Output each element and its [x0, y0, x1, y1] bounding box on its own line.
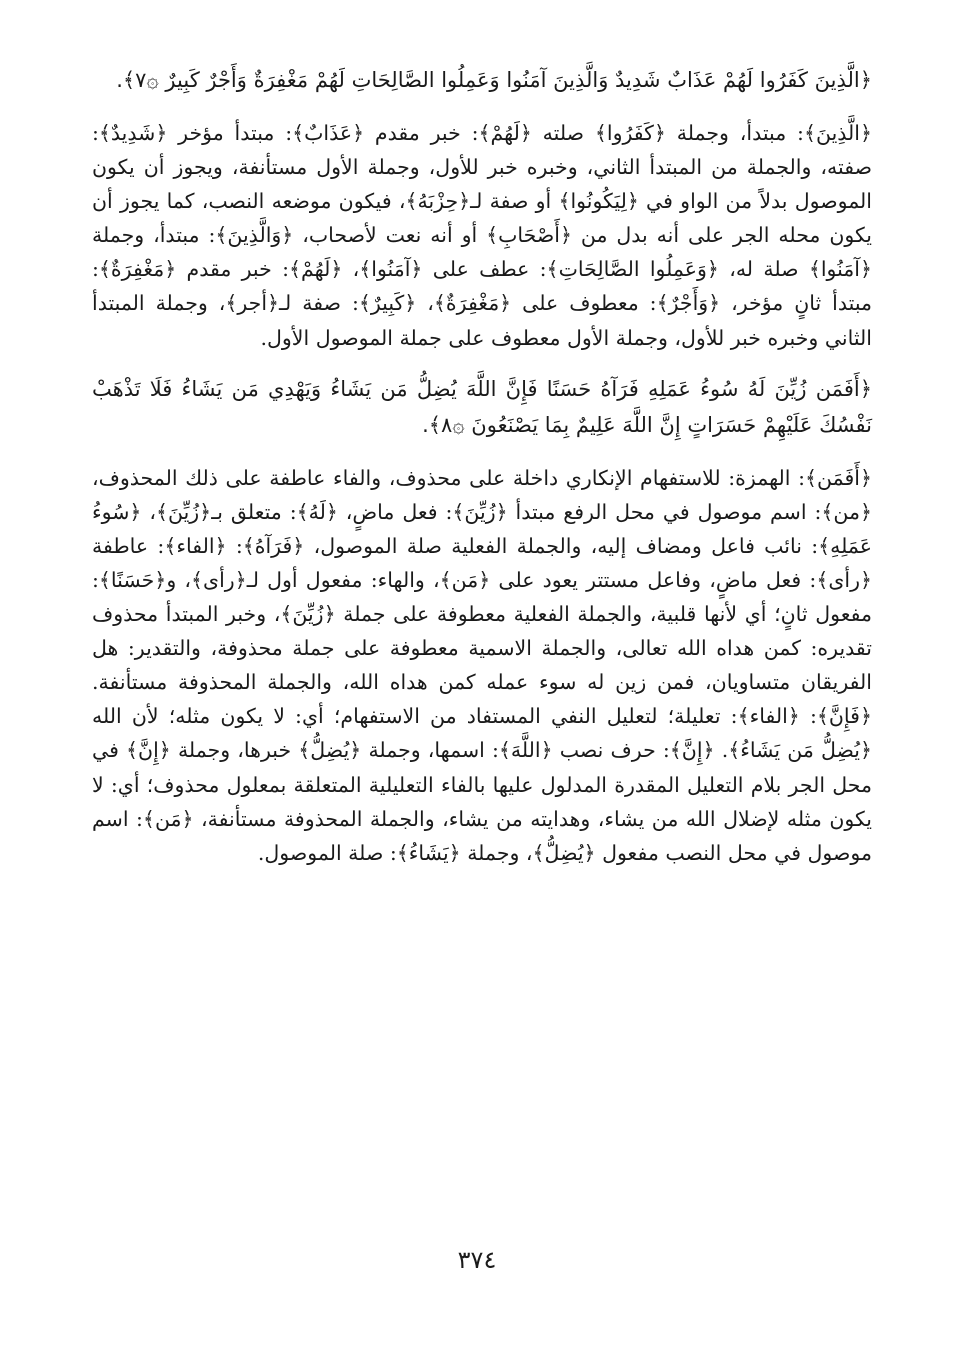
- quran-verse-7: ﴿الَّذِينَ كَفَرُوا لَهُمْ عَذَابٌ شَدِيدٌ وَالَّذِينَ آمَنُوا وَعَمِلُوا الصَّالِحَاتِ لَهُمْ مَغْفِرَةٌ وَأَجْرٌ كَبِيرٌ ۞٧﴾.: [116, 68, 872, 92]
- commentary-paragraph-1: ﴿الَّذِينَ﴾: مبتدأ، وجملة ﴿كَفَرُوا﴾ صلته ﴿لَهُمْ﴾: خبر مقدم ﴿عَذَابٌ﴾: مبتدأ مؤخر ﴿شَدِيدٌ﴾: صفته، والجملة من المبتدأ الثاني، وخبره خبر للأول، وجملة الأول مستأنفة، ويجوز أن يكون الموصول بدلاً من الواو في ﴿لِيَكُونُوا﴾ أو صفة لـ﴿حِزْبَهُ﴾، فيكون موضعه النصب، كما يجوز أن يكون محله الجر على أنه بدل من ﴿أَصْحَابِ﴾ أو أنه نعت لأصحاب، ﴿وَالَّذِينَ﴾: مبتدأ، وجملة ﴿آمَنُوا﴾ صلة له، ﴿وَعَمِلُوا الصَّالِحَاتِ﴾: عطف على ﴿آمَنُوا﴾، ﴿لَهُمْ﴾: خبر مقدم ﴿مَغْفِرَةٌ﴾: مبتدأ ثانٍ مؤخر، ﴿وَأَجْرٌ﴾: معطوف على ﴿مَغْفِرَةٌ﴾، ﴿كَبِيرٌ﴾: صفة لـ﴿أجر﴾، وجملة المبتدأ الثاني وخبره خبر للأول، وجملة الأول معطوف على جملة الموصول الأول.: [92, 121, 872, 350]
- commentary-paragraph-2: ﴿أَفَمَن﴾: الهمزة: للاستفهام الإنكاري داخلة على محذوف، والفاء عاطفة على ذلك المحذوف، ﴿من﴾: اسم موصول في محل الرفع مبتدأ ﴿زُيِّنَ﴾: فعل ماضٍ، ﴿لَهُ﴾: متعلق بـ﴿زُيِّنَ﴾، ﴿سُوءُ عَمَلِهِ﴾: نائب فاعل ومضاف إليه، والجملة الفعلية صلة الموصول، ﴿فَرَآهُ﴾: ﴿الفاء﴾: عاطفة ﴿رأى﴾: فعل ماضٍ، وفاعل مستتر يعود على ﴿مَن﴾، والهاء: مفعول أول لـ﴿رأى﴾، و﴿حَسَنًا﴾: مفعول ثانٍ؛ أي لأنها قلبية، والجملة الفعلية معطوفة على جملة ﴿زُيِّنَ﴾، وخبر المبتدأ محذوف تقديره: كمن هداه الله تعالى، والجملة الاسمية معطوفة على جملة محذوفة، والتقدير: هل الفريقان متساويان، فمن زين له سوء عمله كمن هداه الله، والجملة المحذوفة مستأنفة. ﴿فَإِنَّ﴾: ﴿الفاء﴾: تعليلة؛ لتعليل النفي المستفاد من الاستفهام؛ أي: لا يكون مثله؛ لأن الله ﴿يُضِلُّ مَن يَشَاءُ﴾. ﴿إِنَّ﴾: حرف نصب ﴿اللَّهَ﴾: اسمها، وجملة ﴿يُضِلُّ﴾ خبرها، وجملة ﴿إِنَّ﴾ في محل الجر بلام التعليل المقدرة المدلول عليها بالفاء التعليلية المتعلقة بمعلول محذوف؛ أي: لا يكون مثله لإضلال الله من يشاء، وهدايته من يشاء، والجملة المحذوفة مستأنفة، ﴿مَن﴾: اسم موصول في محل النصب مفعول ﴿يُضِلُّ﴾، وجملة ﴿يَشَاءُ﴾: صلة الموصول.: [92, 465, 872, 865]
- page-number: ٣٧٤: [457, 1246, 497, 1274]
- quran-verse-8: ﴿أَفَمَن زُيِّنَ لَهُ سُوءُ عَمَلِهِ فَرَآهُ حَسَنًا فَإِنَّ اللَّهَ يُضِلُّ مَن يَشَاءُ وَيَهْدِي مَن يَشَاءُ فَلَا تَذْهَبْ نَفْسُكَ عَلَيْهِمْ حَسَرَاتٍ إِنَّ اللَّهَ عَلِيمٌ بِمَا يَصْنَعُونَ ۞٨﴾.: [92, 376, 872, 437]
- page-content: [92, 62, 872, 886]
